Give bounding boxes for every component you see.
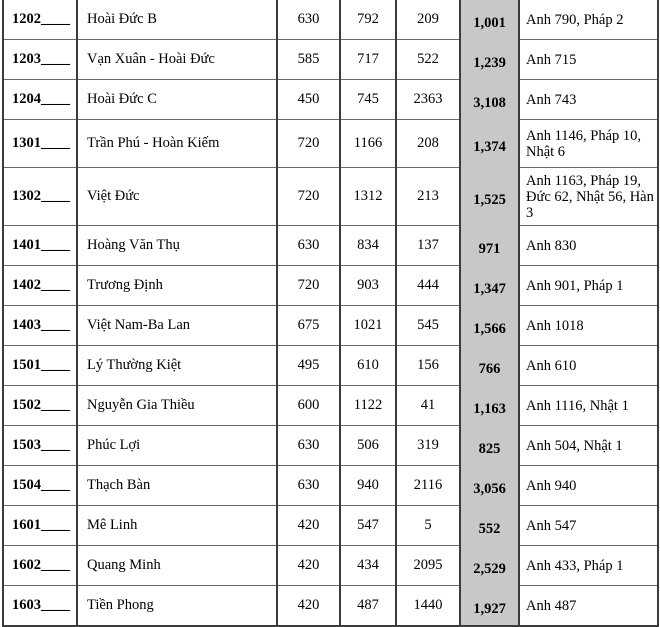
school-code-cell: 1502____ — [3, 386, 77, 426]
school-code-cell: 1401____ — [3, 226, 77, 266]
school-code-cell: 1402____ — [3, 266, 77, 306]
quota-cell: 420 — [277, 546, 340, 586]
table-row — [3, 426, 658, 466]
quota-cell: 420 — [277, 506, 340, 546]
school-code-cell: 1302____ — [3, 168, 77, 226]
table-row — [3, 226, 658, 266]
language-breakdown-cell: Anh 743 — [519, 80, 658, 120]
table-row — [3, 586, 658, 627]
language-breakdown-cell: Anh 547 — [519, 506, 658, 546]
language-breakdown-cell: Anh 504, Nhật 1 — [519, 426, 658, 466]
school-name-cell: Thạch Bàn — [77, 466, 277, 506]
language-breakdown-cell: Anh 433, Pháp 1 — [519, 546, 658, 586]
total-cell: 1,927 — [460, 586, 519, 627]
school-code-cell: 1602____ — [3, 546, 77, 586]
total-cell: 2,529 — [460, 546, 519, 586]
value-col2-cell: 547 — [340, 506, 396, 546]
value-col2-cell: 1122 — [340, 386, 396, 426]
total-cell: 1,001 — [460, 0, 519, 40]
language-breakdown-cell: Anh 940 — [519, 466, 658, 506]
school-code-cell: 1202____ — [3, 0, 77, 40]
language-breakdown-cell: Anh 901, Pháp 1 — [519, 266, 658, 306]
quota-cell: 450 — [277, 80, 340, 120]
value-col3-cell: 2363 — [396, 80, 460, 120]
value-col3-cell: 319 — [396, 426, 460, 466]
language-breakdown-cell: Anh 715 — [519, 40, 658, 80]
language-breakdown-cell: Anh 830 — [519, 226, 658, 266]
language-breakdown-cell: Anh 1018 — [519, 306, 658, 346]
quota-cell: 585 — [277, 40, 340, 80]
table-row — [3, 346, 658, 386]
value-col3-cell: 137 — [396, 226, 460, 266]
total-cell: 1,239 — [460, 40, 519, 80]
value-col2-cell: 834 — [340, 226, 396, 266]
value-col2-cell: 1021 — [340, 306, 396, 346]
school-name-cell: Tiền Phong — [77, 586, 277, 627]
quota-cell: 630 — [277, 426, 340, 466]
table-row — [3, 120, 658, 168]
value-col3-cell: 444 — [396, 266, 460, 306]
total-cell: 1,566 — [460, 306, 519, 346]
quota-cell: 630 — [277, 466, 340, 506]
value-col3-cell: 2116 — [396, 466, 460, 506]
total-cell: 971 — [460, 226, 519, 266]
school-name-cell: Nguyễn Gia Thiều — [77, 386, 277, 426]
table-body — [3, 0, 658, 626]
quota-cell: 720 — [277, 266, 340, 306]
admission-scores-table — [2, 0, 659, 627]
school-name-cell: Hoàng Văn Thụ — [77, 226, 277, 266]
quota-cell: 720 — [277, 120, 340, 168]
language-breakdown-cell: Anh 1146, Pháp 10, Nhật 6 — [519, 120, 658, 168]
value-col3-cell: 41 — [396, 386, 460, 426]
quota-cell: 630 — [277, 0, 340, 40]
value-col2-cell: 792 — [340, 0, 396, 40]
total-cell: 1,374 — [460, 120, 519, 168]
school-name-cell: Hoài Đức B — [77, 0, 277, 40]
school-code-cell: 1203____ — [3, 40, 77, 80]
table-row — [3, 466, 658, 506]
language-breakdown-cell: Anh 1163, Pháp 19, Đức 62, Nhật 56, Hàn 3 — [519, 168, 658, 226]
table-row — [3, 386, 658, 426]
school-name-cell: Mê Linh — [77, 506, 277, 546]
school-name-cell: Trương Định — [77, 266, 277, 306]
table-row — [3, 266, 658, 306]
value-col3-cell: 209 — [396, 0, 460, 40]
value-col3-cell: 213 — [396, 168, 460, 226]
school-code-cell: 1603____ — [3, 586, 77, 627]
table-row — [3, 168, 658, 226]
value-col2-cell: 487 — [340, 586, 396, 627]
school-name-cell: Quang Minh — [77, 546, 277, 586]
total-cell: 766 — [460, 346, 519, 386]
school-code-cell: 1403____ — [3, 306, 77, 346]
quota-cell: 720 — [277, 168, 340, 226]
value-col3-cell: 208 — [396, 120, 460, 168]
language-breakdown-cell: Anh 487 — [519, 586, 658, 627]
school-code-cell: 1501____ — [3, 346, 77, 386]
value-col3-cell: 545 — [396, 306, 460, 346]
total-cell: 3,056 — [460, 466, 519, 506]
school-name-cell: Trần Phú - Hoàn Kiếm — [77, 120, 277, 168]
language-breakdown-cell: Anh 1116, Nhật 1 — [519, 386, 658, 426]
school-name-cell: Hoài Đức C — [77, 80, 277, 120]
school-code-cell: 1503____ — [3, 426, 77, 466]
table-row — [3, 80, 658, 120]
value-col3-cell: 5 — [396, 506, 460, 546]
value-col2-cell: 745 — [340, 80, 396, 120]
school-code-cell: 1301____ — [3, 120, 77, 168]
value-col2-cell: 1166 — [340, 120, 396, 168]
table-row — [3, 0, 658, 40]
language-breakdown-cell: Anh 610 — [519, 346, 658, 386]
quota-cell: 675 — [277, 306, 340, 346]
school-code-cell: 1504____ — [3, 466, 77, 506]
value-col3-cell: 2095 — [396, 546, 460, 586]
quota-cell: 420 — [277, 586, 340, 627]
school-name-cell: Phúc Lợi — [77, 426, 277, 466]
quota-cell: 630 — [277, 226, 340, 266]
value-col3-cell: 1440 — [396, 586, 460, 627]
school-name-cell: Việt Nam-Ba Lan — [77, 306, 277, 346]
value-col2-cell: 506 — [340, 426, 396, 466]
school-name-cell: Lý Thường Kiệt — [77, 346, 277, 386]
quota-cell: 600 — [277, 386, 340, 426]
value-col2-cell: 903 — [340, 266, 396, 306]
value-col2-cell: 610 — [340, 346, 396, 386]
total-cell: 3,108 — [460, 80, 519, 120]
table-row — [3, 40, 658, 80]
total-cell: 552 — [460, 506, 519, 546]
school-code-cell: 1601____ — [3, 506, 77, 546]
total-cell: 1,163 — [460, 386, 519, 426]
table-row — [3, 546, 658, 586]
school-name-cell: Vạn Xuân - Hoài Đức — [77, 40, 277, 80]
language-breakdown-cell: Anh 790, Pháp 2 — [519, 0, 658, 40]
value-col3-cell: 522 — [396, 40, 460, 80]
value-col3-cell: 156 — [396, 346, 460, 386]
table-row — [3, 506, 658, 546]
total-cell: 1,347 — [460, 266, 519, 306]
value-col2-cell: 1312 — [340, 168, 396, 226]
table-row — [3, 306, 658, 346]
value-col2-cell: 940 — [340, 466, 396, 506]
school-code-cell: 1204____ — [3, 80, 77, 120]
total-cell: 1,525 — [460, 168, 519, 226]
total-cell: 825 — [460, 426, 519, 466]
value-col2-cell: 717 — [340, 40, 396, 80]
school-name-cell: Việt Đức — [77, 168, 277, 226]
quota-cell: 495 — [277, 346, 340, 386]
value-col2-cell: 434 — [340, 546, 396, 586]
